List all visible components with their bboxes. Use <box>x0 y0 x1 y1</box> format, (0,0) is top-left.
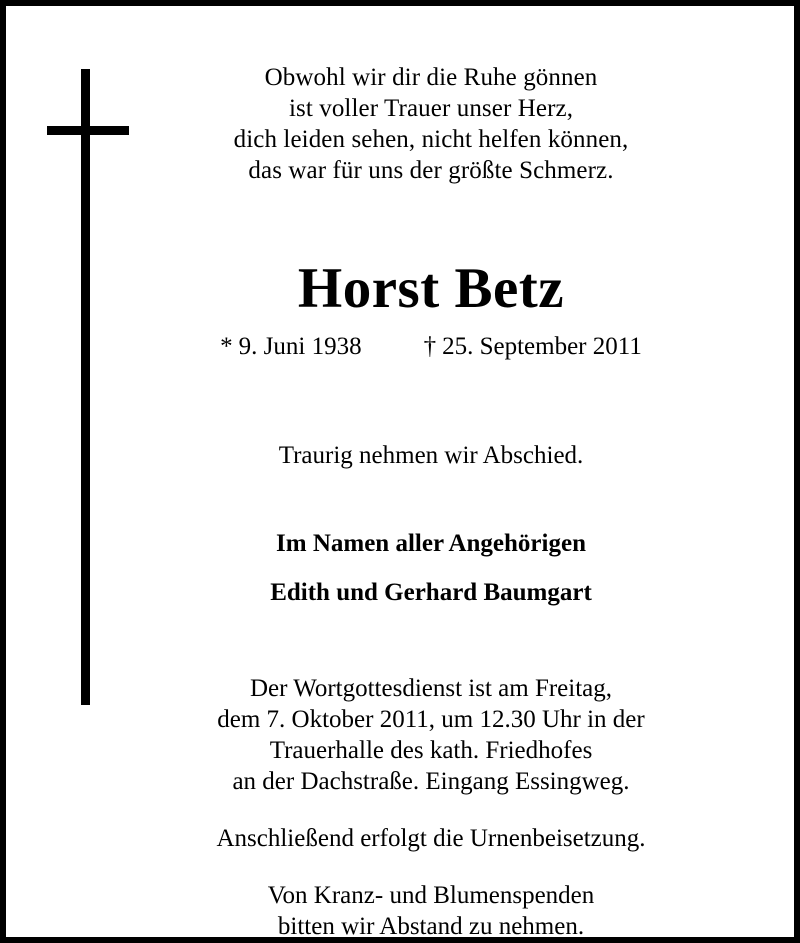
verse-line: ist voller Trauer unser Herz, <box>288 95 574 122</box>
family-block <box>158 519 704 617</box>
birth-date-group <box>220 332 361 362</box>
memorial-verse <box>158 62 704 186</box>
flowers-line: bitten wir Abstand zu nehmen. <box>277 913 585 940</box>
service-line: Der Wortgottesdienst ist am Freitag, <box>249 675 613 702</box>
service-line: Trauerhalle des kath. Friedhofes <box>269 737 593 764</box>
service-details <box>158 673 704 797</box>
farewell-text: Traurig nehmen wir Abschied. <box>278 442 584 469</box>
birth-date: 9. Juni 1938 <box>238 333 362 360</box>
interment-note: Anschließend erfolgt die Urnenbeisetzung. <box>216 825 646 852</box>
deceased-name: Horst Betz <box>297 257 565 320</box>
flowers-note <box>158 880 704 942</box>
dagger-death-icon: † <box>423 333 437 360</box>
verse-line: Obwohl wir dir die Ruhe gönnen <box>264 64 598 91</box>
service-line: an der Dachstraße. Eingang Essingweg. <box>232 768 630 795</box>
flowers-line: Von Kranz- und Blumenspenden <box>267 882 595 909</box>
latin-cross-icon <box>47 69 129 705</box>
life-dates <box>158 332 704 362</box>
death-date: 25. September 2011 <box>442 333 642 360</box>
asterisk-birth-icon: * <box>220 333 233 360</box>
family-names: Edith und Gerhard Baumgart <box>270 579 592 606</box>
obituary-content <box>158 62 704 942</box>
family-heading: Im Namen aller Angehörigen <box>276 530 586 557</box>
verse-line: das war für uns der größte Schmerz. <box>248 157 614 184</box>
cross-horizontal-bar <box>47 126 129 135</box>
cross-vertical-bar <box>81 69 90 705</box>
death-date-group <box>424 332 642 362</box>
verse-line: dich leiden sehen, nicht helfen können, <box>233 126 629 153</box>
service-line: dem 7. Oktober 2011, um 12.30 Uhr in der <box>217 706 645 733</box>
